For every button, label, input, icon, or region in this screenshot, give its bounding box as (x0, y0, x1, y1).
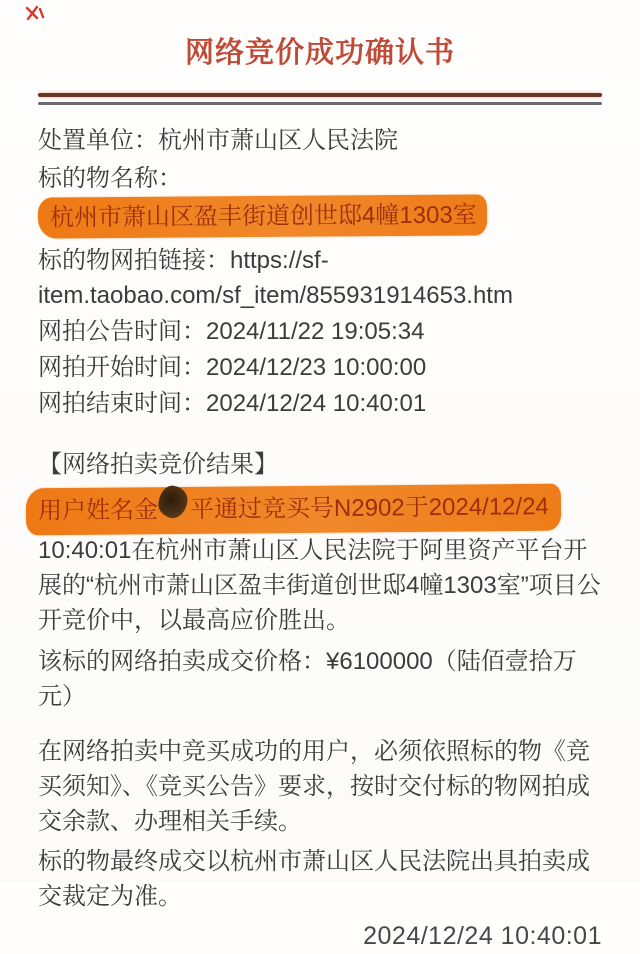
redaction-scribble (156, 483, 191, 521)
double-rule-divider (38, 93, 602, 105)
note-paragraph: 标的物最终成交以杭州市萧山区人民法院出具拍卖成交裁定为准。 (38, 848, 590, 910)
field-row-announce-time (38, 314, 602, 349)
field-value: 2024/11/22 19:05:34 (206, 318, 425, 345)
field-row-auction-link (38, 243, 602, 313)
winner-bid-part: 平通过竞买号N2902于2024/12/24 (189, 493, 549, 524)
notes-section (38, 734, 602, 914)
highlight-marker (26, 484, 561, 536)
result-section-heading: 【网络拍卖竞价结果】 (38, 451, 278, 478)
result-paragraph (38, 486, 602, 638)
field-value-highlighted: 杭州市萧山区盈丰街道创世邸4幢1303室 (49, 201, 477, 232)
field-row-start-time (38, 350, 602, 385)
field-row-end-time (38, 386, 602, 421)
field-value-url: https://sf-item.taobao.com/sf_item/855931914653.htm (38, 247, 513, 309)
field-label: 网拍公告时间： (38, 318, 206, 345)
field-label: 标的物名称： (38, 165, 182, 192)
field-label: 网拍结束时间： (38, 390, 206, 417)
field-label: 网拍开始时间： (38, 354, 206, 381)
field-row-subject-name (38, 161, 602, 237)
price-label: 该标的网络拍卖成交价格： (38, 648, 326, 675)
field-label: 处置单位： (38, 127, 158, 154)
footer-timestamp: 2024/12/24 10:40:01 (363, 922, 602, 950)
field-row-disposal-unit (38, 123, 602, 158)
page-title: 网络竞价成功确认书 (184, 37, 455, 69)
winner-name-part: 用户姓名金 (37, 496, 159, 525)
highlight-marker (38, 194, 487, 238)
price-line (38, 644, 602, 714)
field-value: 2024/12/24 10:40:01 (206, 390, 427, 417)
divider-bottom-line (38, 102, 602, 105)
field-value: 2024/12/23 10:00:00 (206, 354, 427, 381)
result-continuation: 10:40:01在杭州市萧山区人民法院于阿里资产平台开展的“杭州市萧山区盈丰街道创世邸4幢1303室”项目公开竞价中，以最高应价胜出。 (38, 537, 601, 634)
field-label: 标的物网拍链接： (38, 247, 230, 274)
document-body (38, 123, 602, 954)
divider-top-line (38, 93, 602, 97)
price-value: ¥6100000（陆佰壹拾万元） (38, 648, 577, 710)
note-paragraph: 在网络拍卖中竞买成功的用户，必须依照标的物《竞买须知》、《竞买公告》要求，按时交付标的物网拍成交余款、办理相关手续。 (38, 738, 590, 835)
red-corner-mark (24, 4, 46, 22)
field-value: 杭州市萧山区人民法院 (158, 127, 398, 154)
